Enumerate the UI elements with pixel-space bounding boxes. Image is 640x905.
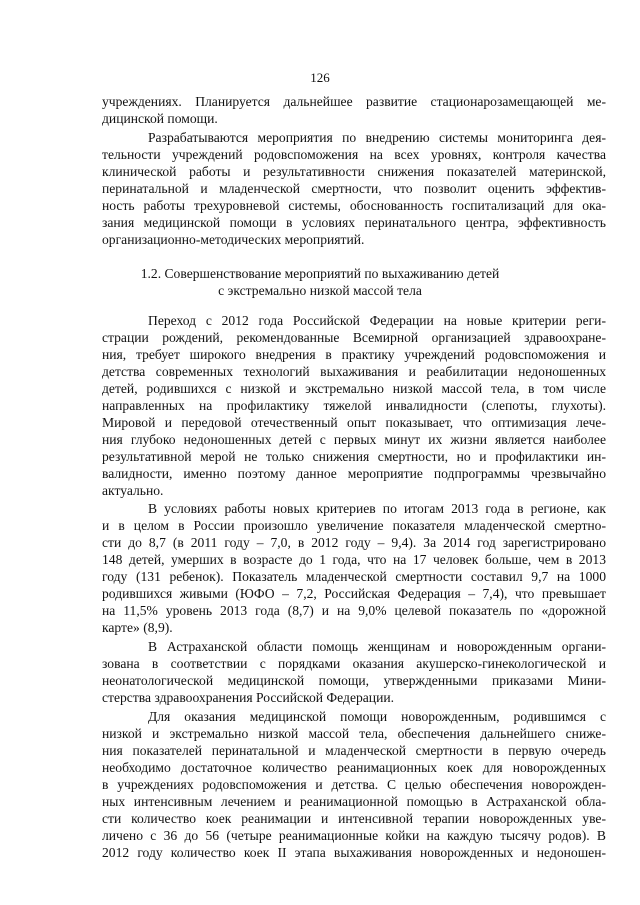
text-line: родившихся живыми (ЮФО – 7,2, Российская Федерация – 7,4), что превышает <box>102 586 606 601</box>
text-line: направленных на профилактику тяжелой инвалидности (слепоты, глухоты). <box>102 398 606 413</box>
text-line: карте» (8,9). <box>102 620 173 635</box>
text-line: 148 детей, умерших в возрасте до 1 года, что на 17 человек больше, чем в 2013 <box>102 552 606 567</box>
text-line: в учреждениях родовспоможения и детства. С целью обеспечения новорожден- <box>102 777 606 792</box>
text-line: Разрабатываются мероприятия по внедрению системы мониторинга дея- <box>148 130 606 145</box>
text-line: зована в соответствии с порядками оказания акушерско-гинекологической и <box>102 656 606 671</box>
text-line: актуально. <box>102 483 164 498</box>
section-heading-line: с экстремально низкой массой тела <box>218 283 422 298</box>
text-line: на 11,5% уровень 2013 года (8,7) и на 9,0% целевой показатель по «дорожной <box>102 603 606 618</box>
text-line: неонатологической медицинской помощи, утвержденными приказами Мини- <box>102 673 606 688</box>
text-line: 2012 году количество коек II этапа выхаживания новорожденных и недоношен- <box>102 845 606 860</box>
section-heading-line: 1.2. Совершенствование мероприятий по выхаживанию детей <box>140 266 500 281</box>
text-line: перинатальной и младенческой смертности, что позволит оценить эффектив- <box>102 181 606 196</box>
text-line: тельности учреждений родовспоможения на всех уровнях, контроля качества <box>102 147 606 162</box>
text-line: зания медицинской помощи в условиях перинатального центра, эффективность <box>102 215 606 230</box>
text-line: клинической работы и результативности снижения показателей материнской, <box>102 164 606 179</box>
text-line: дицинской помощи. <box>102 111 218 126</box>
text-line: Для оказания медицинской помощи новорожденным, родившимся с <box>148 709 606 724</box>
text-line: ных интенсивным лечением и реанимационной помощью в Астраханской обла- <box>102 794 606 809</box>
text-line: ность работы трехуровневой системы, обоснованность госпитализаций для ока- <box>102 198 606 213</box>
text-line: Мировой и передовой отечественный опыт показывает, что оптимизация лече- <box>102 415 606 430</box>
page-number: 126 <box>310 70 330 85</box>
text-line: стерства здравоохранения Российской Федерации. <box>102 690 395 705</box>
text-line: ния, требует широкого внедрения в практику учреждений родовспоможения и <box>102 347 606 362</box>
text-line: В Астраханской области помощь женщинам и новорожденным органи- <box>148 639 606 654</box>
text-line: необходимо достаточное количество реанимационных коек для новорожденных <box>102 760 606 775</box>
text-line: результативной мерой не только снижения смертности, но и профилактики ин- <box>102 449 606 464</box>
text-line: сти до 8,7 (в 2011 году – 7,0, в 2012 году – 9,4). За 2014 год зарегистрировано <box>102 535 606 550</box>
text-line: личено с 36 до 56 (четыре реанимационные койки на каждую тысячу родов). В <box>102 828 606 843</box>
text-line: низкой и экстремально низкой массой тела, обеспечения дальнейшего сниже- <box>102 726 606 741</box>
text-line: и в целом в России произошло увеличение показателя младенческой смертно- <box>102 518 606 533</box>
text-line: валидности, именно поэтому данное мероприятие подпрограммы чрезвычайно <box>102 466 606 481</box>
text-line: страции рождений, рекомендованные Всемирной организацией здравоохране- <box>102 330 606 345</box>
text-line: учреждениях. Планируется дальнейшее развитие стационарозамещающей ме- <box>102 94 606 109</box>
text-line: детства современных технологий выхаживания и реабилитации недоношенных <box>102 364 606 379</box>
text-line: организационно-методических мероприятий. <box>102 232 365 247</box>
text-line: ния показателей перинатальной и младенческой смертности в первую очередь <box>102 743 606 758</box>
text-line: В условиях работы новых критериев по итогам 2013 года в регионе, как <box>148 501 606 516</box>
text-line: ния глубоко недоношенных детей с первых минут их жизни является наиболее <box>102 432 606 447</box>
text-line: сти количество коек реанимации и интенсивной терапии новорожденных уве- <box>102 811 606 826</box>
text-line: году (131 ребенок). Показатель младенческой смертности составил 9,7 на 1000 <box>102 569 606 584</box>
text-line: Переход с 2012 года Российской Федерации на новые критерии реги- <box>148 313 606 328</box>
text-line: детей, родившихся с низкой и экстремально низкой массой тела, в том числе <box>102 381 606 396</box>
